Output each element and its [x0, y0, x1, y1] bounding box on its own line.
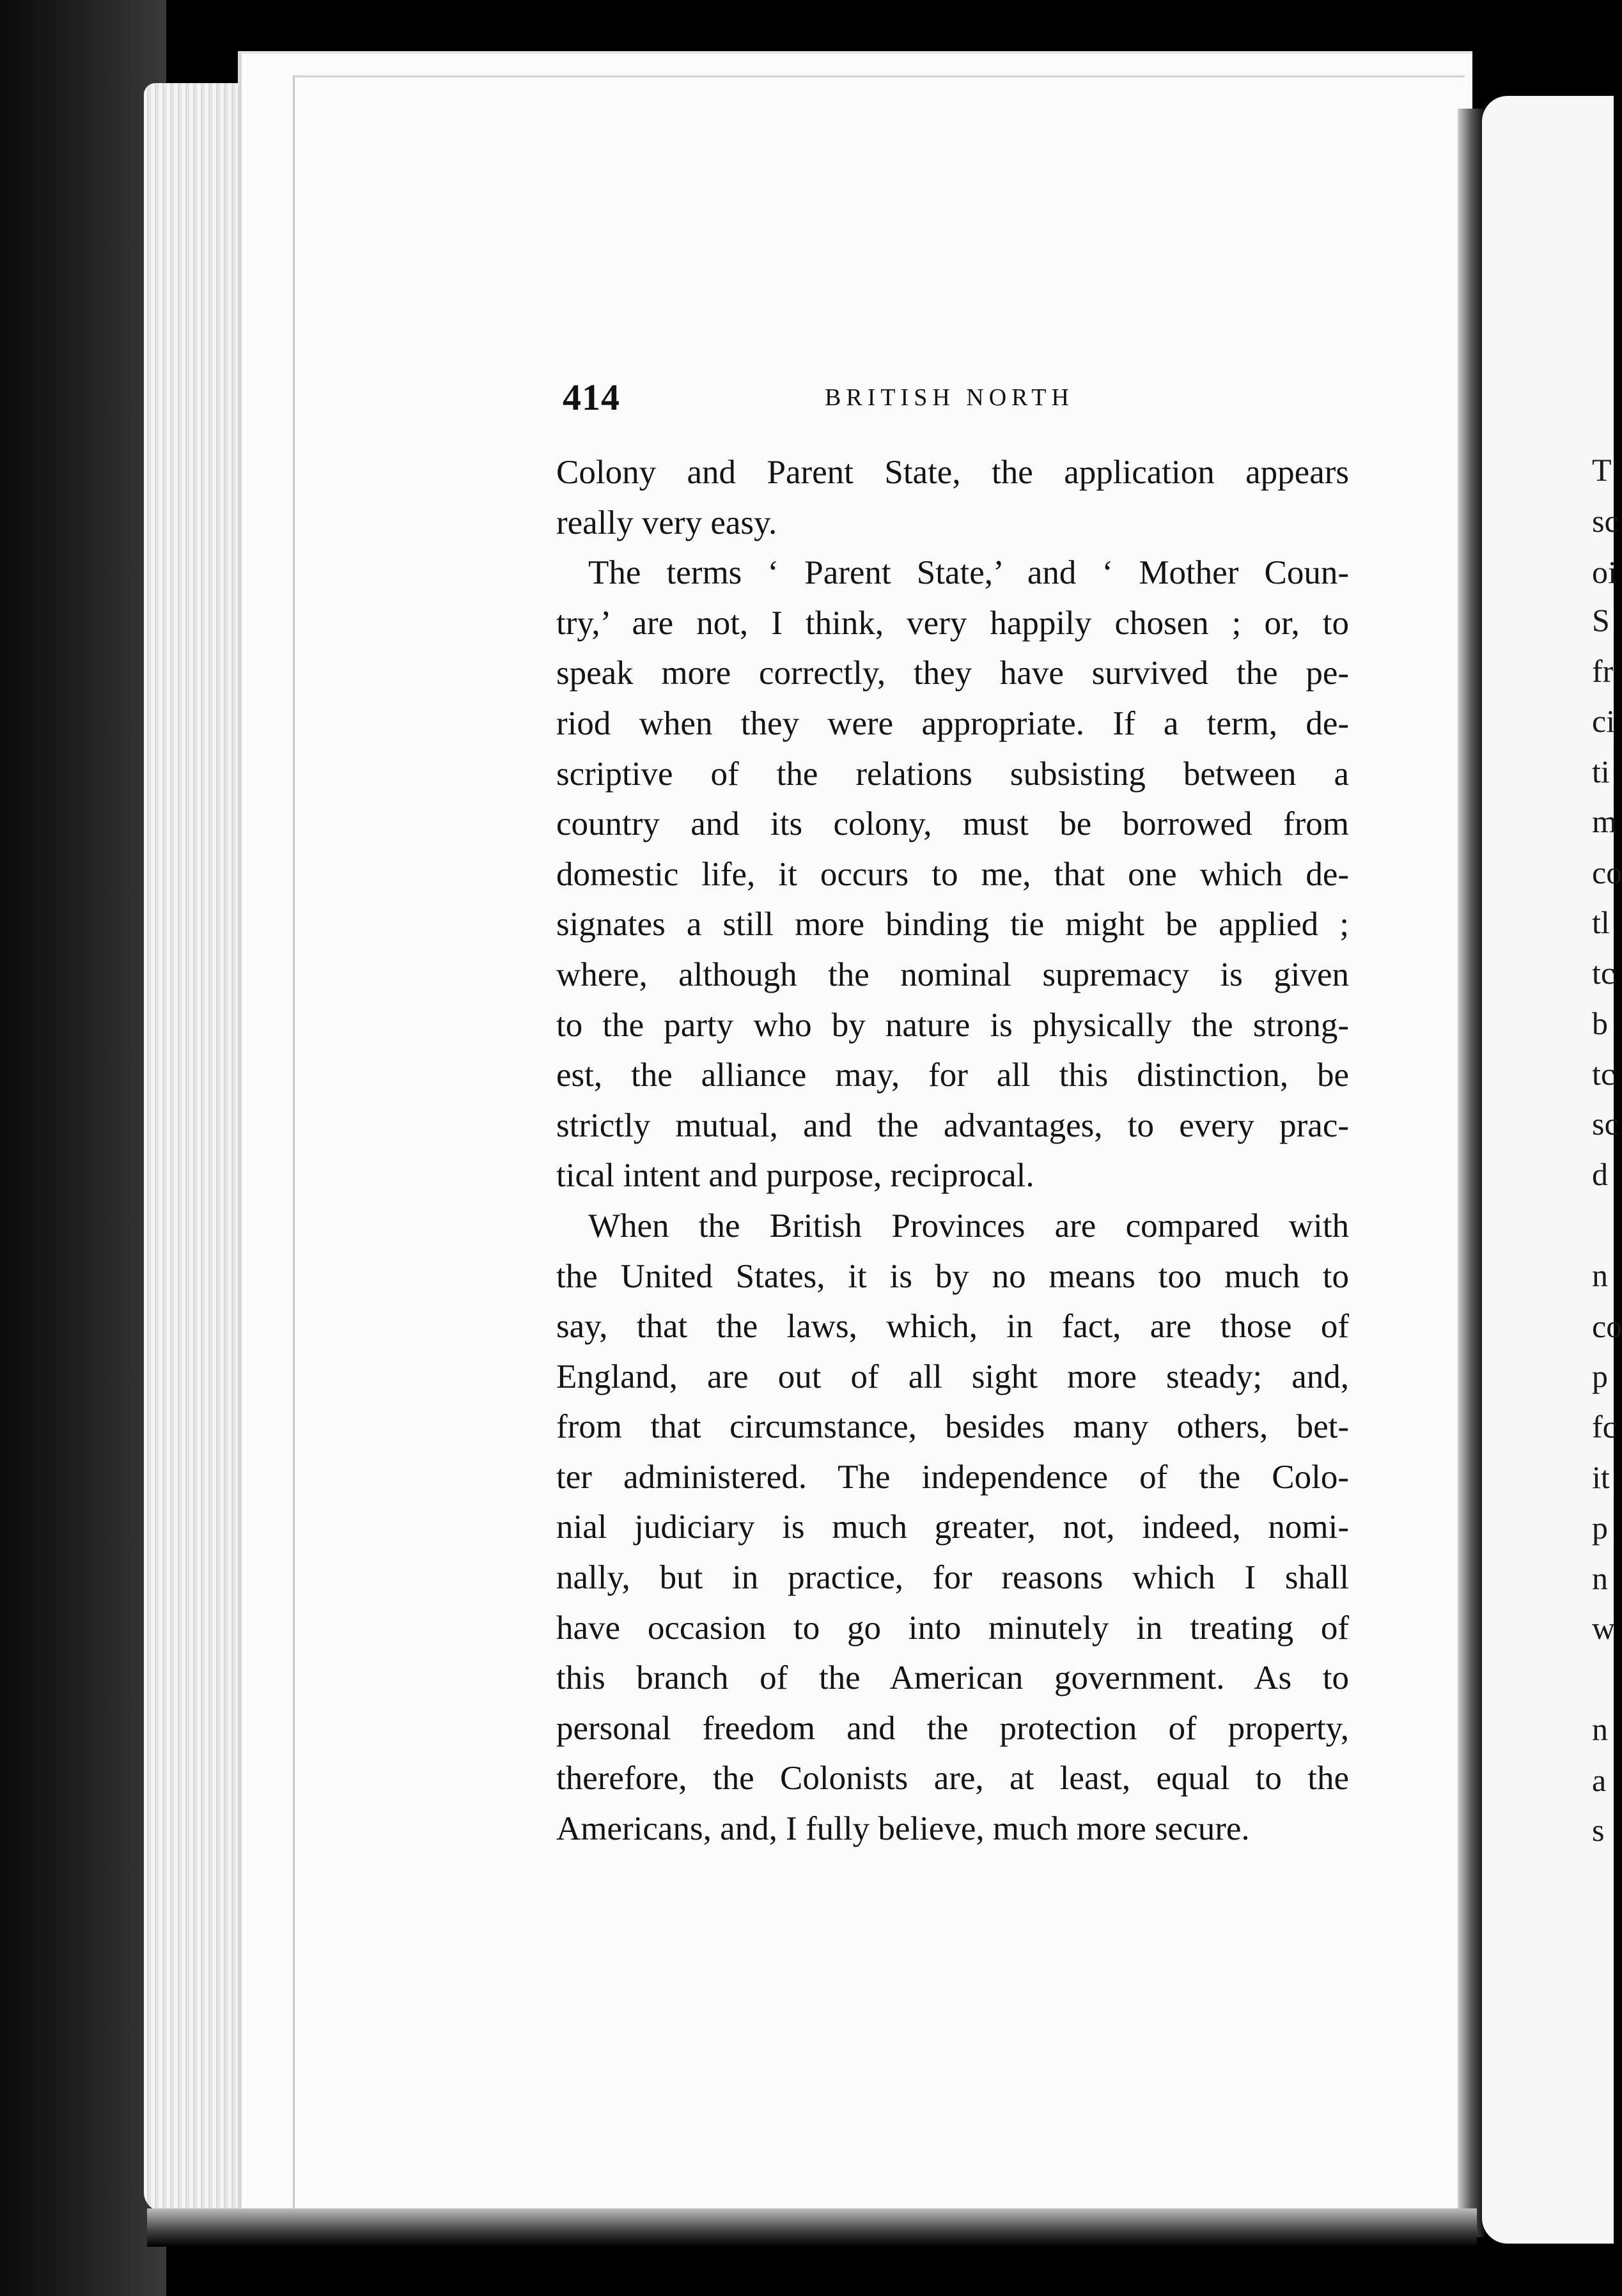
text-line: scriptive of the relations subsisting between a	[556, 755, 1349, 793]
text-line: from that circumstance, besides many others, bet-	[556, 1408, 1349, 1446]
facing-page-fragment: tl	[1592, 904, 1610, 940]
facing-page-fragment: fc	[1592, 1409, 1617, 1445]
facing-page-fragment: fr	[1592, 653, 1614, 689]
facing-page-fragment: n	[1592, 1711, 1608, 1747]
running-head: BRITISH NORTH	[825, 384, 1074, 411]
text-line: nally, but in practice, for reasons which I shall	[556, 1559, 1349, 1597]
facing-page-fragment: ti	[1592, 754, 1610, 789]
text-line: signates a still more binding tie might be applied ;	[556, 906, 1349, 943]
text-line: say, that the laws, which, in fact, are those of	[556, 1308, 1349, 1346]
facing-page-fragment: T	[1592, 452, 1612, 488]
paragraph-1	[556, 447, 1349, 548]
facing-page-fragment: m	[1592, 803, 1617, 839]
text-line: strictly mutual, and the advantages, to every prac-	[556, 1106, 1349, 1144]
page-number: 414	[563, 376, 620, 418]
text-line: Americans, and, I fully believe, much more secure.	[556, 1810, 1250, 1848]
facing-page-fragment: n	[1592, 1560, 1608, 1596]
facing-page-fragment: b	[1592, 1005, 1608, 1041]
book-spine	[0, 0, 166, 2296]
text-line: riod when they were appropriate. If a term, de-	[556, 704, 1349, 742]
text-line: nial judiciary is much greater, not, indeed, nomi-	[556, 1509, 1349, 1546]
facing-page-fragment: n	[1592, 1257, 1608, 1293]
body-text	[556, 447, 1349, 1854]
book-gutter	[1458, 109, 1485, 2237]
text-line: this branch of the American government. As to	[556, 1659, 1349, 1697]
facing-page-fragment: sc	[1592, 1106, 1619, 1142]
facing-page-fragment: d	[1592, 1156, 1608, 1192]
text-line: country and its colony, must be borrowed from	[556, 805, 1349, 843]
facing-page-fragment: a	[1592, 1762, 1607, 1798]
text-line: personal freedom and the protection of property,	[556, 1709, 1349, 1747]
paragraph-3	[556, 1201, 1349, 1854]
facing-page-fragment: tc	[1592, 955, 1616, 991]
text-line: The terms ‘ Parent State,’ and ‘ Mother Coun-	[588, 554, 1349, 592]
facing-page-fragment: it	[1592, 1459, 1610, 1495]
text-line: have occasion to go into minutely in treating of	[556, 1609, 1349, 1647]
facing-page-fragment: co	[1592, 855, 1622, 890]
text-line: Colony and Parent State, the application appears	[556, 454, 1349, 491]
page-header	[563, 376, 1349, 421]
facing-page-fragment: S	[1592, 602, 1610, 638]
facing-page-fragment: p	[1592, 1510, 1608, 1546]
text-line: try,’ are not, I think, very happily chosen ; or, to	[556, 604, 1349, 642]
text-line: England, are out of all sight more steady; and,	[556, 1358, 1349, 1395]
facing-page-fragment: w	[1592, 1610, 1616, 1646]
text-line: where, although the nominal supremacy is given	[556, 956, 1349, 993]
text-line: really very easy.	[556, 504, 777, 541]
facing-page-fragment: ci	[1592, 703, 1616, 739]
page-bottom-shadow	[147, 2208, 1477, 2247]
text-line: therefore, the Colonists are, at least, equal to the	[556, 1760, 1349, 1797]
facing-page-fragment: s	[1592, 1812, 1605, 1848]
text-line: domestic life, it occurs to me, that one which de-	[556, 855, 1349, 893]
facing-page-fragment: sc	[1592, 503, 1619, 539]
text-line: tical intent and purpose, reciprocal.	[556, 1157, 1034, 1195]
facing-page-fragment: oi	[1592, 554, 1617, 590]
facing-page-fragment: tc	[1592, 1056, 1616, 1092]
text-line: the United States, it is by no means too much to	[556, 1257, 1349, 1295]
text-line: ter administered. The independence of the Colo-	[556, 1458, 1349, 1496]
facing-page-fragment: p	[1592, 1358, 1608, 1394]
paragraph-2	[556, 548, 1349, 1201]
text-line: to the party who by nature is physically the strong-	[556, 1006, 1349, 1044]
text-line: est, the alliance may, for all this distinction, be	[556, 1057, 1349, 1094]
text-line: When the British Provinces are compared with	[588, 1207, 1349, 1245]
text-line: speak more correctly, they have survived the pe-	[556, 655, 1349, 692]
facing-page-fragment: co	[1592, 1308, 1622, 1344]
